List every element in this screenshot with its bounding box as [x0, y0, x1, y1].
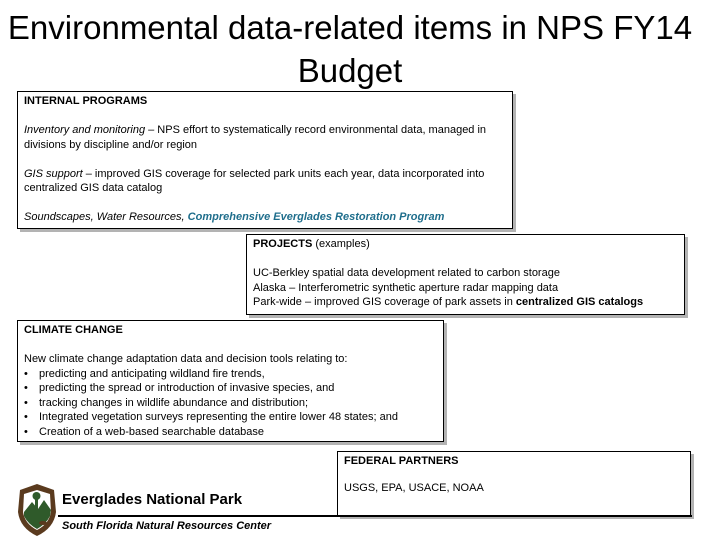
- list-item: [24, 396, 437, 411]
- list-item: [24, 425, 437, 440]
- climate-bullet-list: [24, 367, 437, 440]
- list-item-text: Integrated vegetation surveys representing the entire lower 48 states; and: [39, 411, 398, 423]
- gis-support-item: [24, 167, 506, 196]
- list-item-text: Creation of a web-based searchable database: [39, 425, 265, 438]
- bullet-icon: •: [24, 382, 28, 394]
- inventory-monitoring-item: [24, 123, 506, 152]
- federal-partners-heading: FEDERAL PARTNERS: [344, 455, 459, 467]
- nps-arrowhead-logo-icon: [16, 482, 58, 538]
- list-item: [24, 410, 437, 425]
- footer-divider: [58, 515, 692, 517]
- inventory-text: – NPS effort to systematically record environmental data, managed in divisions by discipline and/or region: [24, 124, 487, 151]
- climate-change-heading: CLIMATE CHANGE: [24, 324, 123, 336]
- bullet-icon: •: [24, 367, 28, 380]
- gis-label: GIS support: [24, 167, 83, 180]
- bullet-icon: •: [24, 411, 28, 423]
- list-item-text: tracking changes in wildlife abundance and distribution;: [39, 396, 309, 409]
- projects-heading-line: [253, 237, 678, 252]
- projects-box: [246, 234, 685, 315]
- other-programs-text: Soundscapes, Water Resources,: [24, 211, 188, 223]
- list-item-text: predicting the spread or introduction of invasive species, and: [39, 382, 335, 394]
- project-item: [253, 295, 678, 310]
- project-item: UC-Berkley spatial data development related to carbon storage: [253, 267, 560, 279]
- park-name: Everglades National Park: [62, 491, 243, 508]
- list-item: [24, 381, 437, 396]
- bullet-icon: •: [24, 425, 28, 438]
- list-item: [24, 367, 437, 382]
- internal-programs-heading: INTERNAL PROGRAMS: [24, 95, 148, 107]
- list-item-text: predicting and anticipating wildland fire trends,: [39, 367, 265, 380]
- project-item-bold: centralized GIS catalogs: [515, 296, 644, 308]
- bullet-icon: •: [24, 396, 28, 409]
- inventory-label: Inventory and monitoring: [24, 124, 146, 136]
- climate-change-box: [17, 320, 444, 442]
- project-item-text: Park-wide – improved GIS coverage of park assets in: [253, 296, 516, 308]
- internal-programs-box: [17, 91, 513, 229]
- federal-partners-box: [337, 451, 691, 516]
- center-name: South Florida Natural Resources Center: [62, 520, 272, 532]
- cerp-text: Comprehensive Everglades Restoration Program: [187, 211, 445, 223]
- gis-text: – improved GIS coverage for selected park units each year, data incorporated into centralized GIS data catalog: [24, 167, 485, 194]
- climate-intro: New climate change adaptation data and decision tools relating to:: [24, 353, 348, 365]
- projects-heading-suffix: (examples): [312, 238, 370, 250]
- project-item: Alaska – Interferometric synthetic aperture radar mapping data: [253, 281, 559, 294]
- projects-heading: PROJECTS: [253, 238, 313, 250]
- page-title: Environmental data-related items in NPS FY14 Budget: [7, 9, 693, 89]
- federal-partners-list: USGS, EPA, USACE, NOAA: [344, 481, 484, 494]
- other-programs-item: [24, 210, 506, 225]
